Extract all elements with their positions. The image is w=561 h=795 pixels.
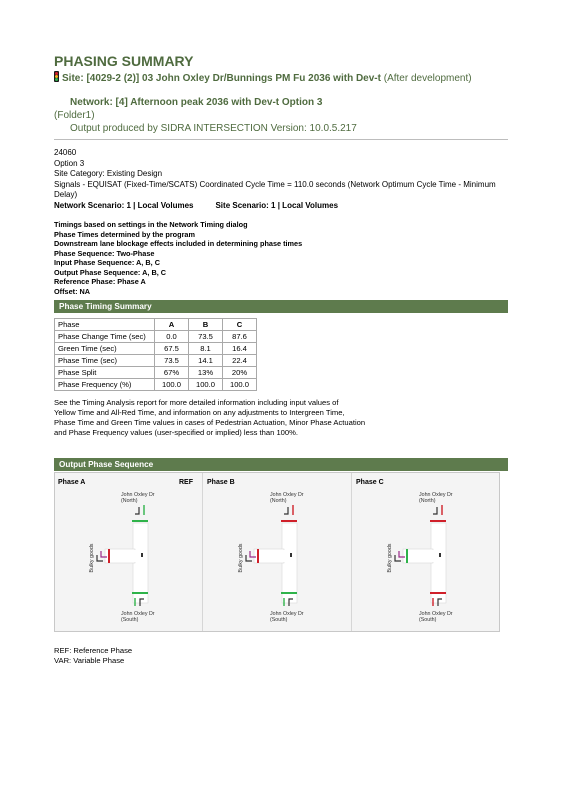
road-name: John Oxley Dr: [270, 611, 304, 617]
phase-panel-a: [55, 473, 203, 631]
west-left-turn-arrow-icon: [97, 555, 103, 561]
table-cell: Phase Split: [55, 367, 155, 379]
north-left-arrow-icon: [135, 507, 139, 514]
table-row: [55, 355, 257, 367]
road-name: John Oxley Dr: [419, 611, 453, 617]
site-prefix: Site:: [62, 73, 87, 84]
south-signal-bar: [281, 592, 297, 594]
output-produced-label: Output produced by SIDRA INTERSECTION Version: 10.0.5.217: [70, 123, 357, 134]
road-direction: (South): [419, 617, 437, 624]
project-number: 24060: [54, 148, 77, 157]
road-direction: (South): [121, 617, 139, 624]
site-scenario: Site Scenario: 1 | Local Volumes: [215, 200, 339, 210]
road-name: John Oxley Dr: [121, 492, 155, 498]
network-scenario: Network Scenario: 1 | Local Volumes: [54, 200, 194, 210]
table-cell: 20%: [223, 367, 257, 379]
legend-item: REF: Reference Phase: [54, 646, 133, 655]
note-line: and Phase Frequency values (user-specified or implied) less than 100%.: [54, 428, 298, 437]
note-line: Phase Time and Green Time values in cases of Pedestrian Actuation, Minor Phase Actuation: [54, 418, 366, 427]
median-marker: [141, 553, 143, 557]
junction-area: [283, 550, 296, 562]
road-name: John Oxley Dr: [270, 492, 304, 498]
west-approach-label: Bulky goods: [238, 543, 244, 573]
note-line: See the Timing Analysis report for more detailed information including input values of: [54, 398, 339, 407]
table-cell: Phase Time (sec): [55, 355, 155, 367]
road-name: John Oxley Dr: [121, 611, 155, 617]
signals-description: Signals - EQUISAT (Fixed-Time/SCATS) Coordinated Cycle Time = 110.0 seconds (Network Optimum Cycle Time - Minimum Delay): [54, 179, 496, 199]
median-marker: [290, 553, 292, 557]
road-name: John Oxley Dr: [419, 492, 453, 498]
table-cell: Green Time (sec): [55, 343, 155, 355]
timing-line: Offset: NA: [54, 286, 91, 296]
traffic-signal-icon: [54, 71, 59, 82]
west-signal-bar: [257, 549, 259, 563]
reference-phase-badge: REF: [179, 479, 193, 486]
north-signal-bar: [132, 520, 148, 522]
table-row: [55, 343, 257, 355]
table-cell: 67%: [155, 367, 189, 379]
west-approach-label: Bulky goods: [387, 543, 393, 573]
north-approach-label: [270, 492, 304, 504]
north-approach-label: [121, 492, 155, 504]
table-cell: 73.5: [155, 355, 189, 367]
site-qualifier: (After development): [383, 73, 472, 84]
south-signal-bar: [132, 592, 148, 594]
table-cell: 8.1: [189, 343, 223, 355]
table-row: [55, 367, 257, 379]
table-cell: Phase Frequency (%): [55, 379, 155, 391]
south-approach-label: [270, 611, 304, 623]
table-cell: 100.0: [223, 379, 257, 391]
road-direction: (North): [270, 498, 287, 505]
header-divider: [54, 139, 508, 140]
south-signal-bar: [430, 592, 446, 594]
phase-panel-b: [204, 473, 352, 631]
table-row: [55, 379, 257, 391]
table-cell: Phase Change Time (sec): [55, 331, 155, 343]
folder-label: (Folder1): [54, 110, 95, 121]
site-info: [54, 148, 508, 211]
timing-line: Timings based on settings in the Network Timing dialog: [54, 220, 248, 229]
site-category: Site Category: Existing Design: [54, 169, 163, 178]
table-cell: 87.6: [223, 331, 257, 343]
table-cell: 0.0: [155, 331, 189, 343]
west-left-turn-arrow-icon: [246, 555, 252, 561]
table-cell: 13%: [189, 367, 223, 379]
west-approach-label: Bulky goods: [89, 543, 95, 573]
timing-settings: [54, 220, 302, 296]
output-phase-sequence-header: Output Phase Sequence: [54, 458, 508, 471]
north-left-arrow-icon: [284, 507, 288, 514]
junction-area: [432, 550, 445, 562]
north-signal-bar: [430, 520, 446, 522]
phase-name: Phase A: [58, 479, 86, 486]
scenario-line: [54, 201, 508, 212]
road-direction: (North): [419, 498, 436, 505]
phase-diagrams: [54, 472, 500, 632]
timing-analysis-note: [54, 398, 434, 438]
site-name: [4029-2 (2)] 03 John Oxley Dr/Bunnings PM Fu 2036 with Dev-t: [86, 73, 381, 84]
south-approach-label: [121, 611, 155, 623]
network-heading: Network: [4] Afternoon peak 2036 with Dev-t Option 3: [70, 97, 323, 108]
legend: [54, 646, 132, 666]
north-left-arrow-icon: [433, 507, 437, 514]
phase-timing-summary-header: Phase Timing Summary: [54, 300, 508, 313]
legend-item: VAR: Variable Phase: [54, 656, 125, 665]
north-signal-bar: [281, 520, 297, 522]
table-cell: 100.0: [155, 379, 189, 391]
west-signal-bar: [406, 549, 408, 563]
table-cell: 73.5: [189, 331, 223, 343]
table-header-row: [55, 319, 257, 331]
west-left-turn-arrow-icon: [395, 555, 401, 561]
table-cell: 100.0: [189, 379, 223, 391]
median-marker: [439, 553, 441, 557]
table-cell: 67.5: [155, 343, 189, 355]
timing-line: Phase Sequence: Two-Phase: [54, 248, 155, 258]
north-approach-label: [419, 492, 453, 504]
table-header-cell: Phase: [55, 319, 155, 331]
timing-line: Reference Phase: Phase A: [54, 277, 146, 286]
timing-line: Downstream lane blockage effects included in determining phase times: [54, 239, 303, 248]
road-direction: (South): [270, 617, 288, 624]
phase-timing-table: [54, 318, 257, 391]
table-cell: 16.4: [223, 343, 257, 355]
timing-line: Input Phase Sequence: A, B, C: [54, 258, 160, 267]
option-label: Option 3: [54, 158, 85, 168]
table-header-cell: C: [223, 319, 257, 331]
page-title: PHASING SUMMARY: [54, 53, 194, 69]
timing-line: Phase Times determined by the program: [54, 229, 195, 239]
timing-line: Output Phase Sequence: A, B, C: [54, 267, 167, 277]
road-direction: (North): [121, 498, 138, 505]
note-line: Yellow Time and All-Red Time, and information on any adjustments to Intergreen Time,: [54, 408, 345, 417]
site-heading: [54, 71, 524, 85]
west-signal-bar: [108, 549, 110, 563]
phase-name: Phase C: [356, 479, 384, 486]
junction-area: [134, 550, 147, 562]
table-cell: 22.4: [223, 355, 257, 367]
phase-panel-c: [353, 473, 501, 631]
south-approach-label: [419, 611, 453, 623]
table-header-cell: A: [155, 319, 189, 331]
table-cell: 14.1: [189, 355, 223, 367]
table-header-cell: B: [189, 319, 223, 331]
phase-name: Phase B: [207, 479, 235, 486]
table-row: [55, 331, 257, 343]
